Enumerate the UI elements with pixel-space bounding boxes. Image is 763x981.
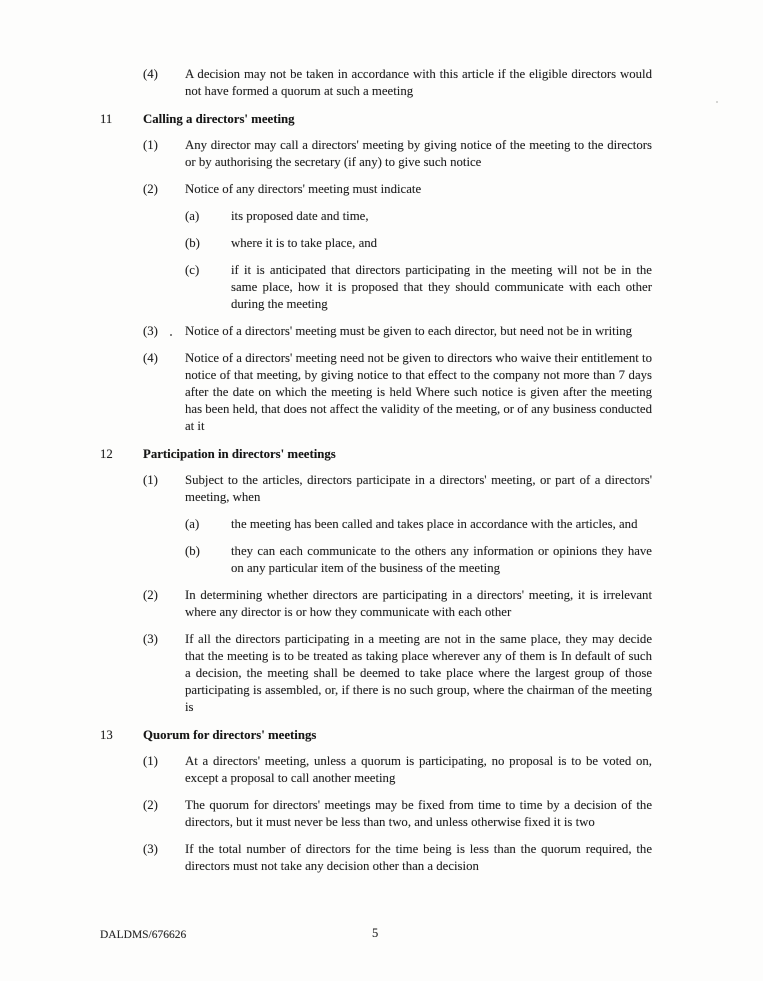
subclause-item bbox=[185, 543, 652, 577]
clause-body bbox=[185, 587, 652, 621]
section-heading bbox=[100, 111, 652, 128]
subclause-text: they can each communicate to the others any information or opinions they have on any particular item of the business of the meeting bbox=[231, 544, 652, 575]
subclause-label: (a) bbox=[185, 517, 200, 531]
clause-item bbox=[143, 181, 652, 313]
clause-body bbox=[185, 472, 652, 577]
subclause-text: the meeting has been called and takes place in accordance with the articles, and bbox=[231, 517, 638, 531]
clause-label: (3) bbox=[143, 842, 158, 856]
clause-item bbox=[143, 472, 652, 577]
clause-text: A decision may not be taken in accordance with this article if the eligible directors would not have formed a quorum at such a meeting bbox=[185, 67, 652, 98]
subclause-label: (b) bbox=[185, 236, 200, 250]
clause-item bbox=[143, 323, 652, 340]
clause-text: Any director may call a directors' meeting by giving notice of the meeting to the directors or by authorising the secretary (if any) to give such notice bbox=[185, 138, 652, 169]
clause-label: (1) bbox=[143, 138, 158, 152]
subclause-label: (b) bbox=[185, 544, 200, 558]
clause-item bbox=[143, 753, 652, 787]
clause-item bbox=[143, 587, 652, 621]
section-heading bbox=[100, 727, 652, 744]
subclause-text: its proposed date and time, bbox=[231, 209, 369, 223]
section-heading bbox=[100, 446, 652, 463]
subclause-label: (a) bbox=[185, 209, 200, 223]
page-number: 5 bbox=[372, 926, 379, 940]
clause-item bbox=[143, 631, 652, 716]
clause-label: (2) bbox=[143, 182, 158, 196]
clause-body bbox=[185, 181, 652, 313]
scan-speck bbox=[716, 101, 718, 103]
clause-item bbox=[143, 841, 652, 875]
clause-label: (2) bbox=[143, 588, 158, 602]
clause-text: Subject to the articles, directors participate in a directors' meeting, or part of a directors' meeting, when bbox=[185, 473, 652, 504]
subclause-item bbox=[185, 262, 652, 313]
clause-body bbox=[185, 137, 652, 171]
clause-text: Notice of any directors' meeting must indicate bbox=[185, 182, 422, 196]
section-title: Calling a directors' meeting bbox=[143, 112, 295, 126]
document-content bbox=[100, 66, 652, 875]
document-reference: DALDMS/676626 bbox=[100, 929, 187, 941]
subclause-item bbox=[185, 208, 652, 225]
clause-label: (1) bbox=[143, 473, 158, 487]
clause-item bbox=[143, 66, 652, 100]
clause-label: (4) bbox=[143, 67, 158, 81]
clause-text: At a directors' meeting, unless a quorum is participating, no proposal is to be voted on, except a proposal to call another meeting bbox=[185, 754, 652, 785]
section-number: 12 bbox=[100, 447, 113, 461]
clause-text: The quorum for directors' meetings may be fixed from time to time by a decision of the directors, but it must never be less than two, and unless otherwise fixed it is two bbox=[185, 798, 652, 829]
clause-text: Notice of a directors' meeting must be given to each director, but need not be in writing bbox=[185, 324, 633, 338]
subclause-item bbox=[185, 516, 652, 533]
section-title: Quorum for directors' meetings bbox=[143, 728, 317, 742]
clause-label: (2) bbox=[143, 798, 158, 812]
subclause-label: (c) bbox=[185, 263, 200, 277]
clause-body bbox=[185, 797, 652, 831]
scan-speck bbox=[170, 334, 172, 336]
clause-item bbox=[143, 137, 652, 171]
clause-body bbox=[185, 841, 652, 875]
clause-label: (1) bbox=[143, 754, 158, 768]
clause-body bbox=[185, 631, 652, 716]
subclause-text: if it is anticipated that directors participating in the meeting will not be in the same place, how it is proposed that they should communicate with each other during the meeting bbox=[231, 263, 652, 311]
clause-label: (3) bbox=[143, 632, 158, 646]
section-number: 13 bbox=[100, 728, 113, 742]
clause-text: If the total number of directors for the time being is less than the quorum required, the directors must not take any decision other than a decision bbox=[185, 842, 652, 873]
clause-body bbox=[185, 753, 652, 787]
clause-text: If all the directors participating in a meeting are not in the same place, they may decide that the meeting is to be treated as taking place wherever any of them is In default of such a decision, the meeting shall be deemed to take place where the largest group of those participating is assembled, or, if there is no such group, where the chairman of the meeting is bbox=[185, 632, 652, 714]
clause-item bbox=[143, 797, 652, 831]
clause-body bbox=[185, 323, 652, 340]
clause-item bbox=[143, 350, 652, 435]
clause-text: In determining whether directors are participating in a directors' meeting, it is irrelevant where any director is or how they communicate with each other bbox=[185, 588, 652, 619]
subclause-text: where it is to take place, and bbox=[231, 236, 378, 250]
section-number: 11 bbox=[100, 112, 113, 126]
clause-label: (4) bbox=[143, 351, 158, 365]
subclause-item bbox=[185, 235, 652, 252]
clause-label: (3) bbox=[143, 324, 158, 338]
clause-text: Notice of a directors' meeting need not be given to directors who waive their entitlement to notice of that meeting, by giving notice to that effect to the company not more than 7 days after the date on which the meeting is held Where such notice is given after the meeting has been held, that does not affect the validity of the meeting, or of any business conducted at it bbox=[185, 351, 652, 433]
section-title: Participation in directors' meetings bbox=[143, 447, 336, 461]
clause-body bbox=[185, 66, 652, 100]
clause-body bbox=[185, 350, 652, 435]
